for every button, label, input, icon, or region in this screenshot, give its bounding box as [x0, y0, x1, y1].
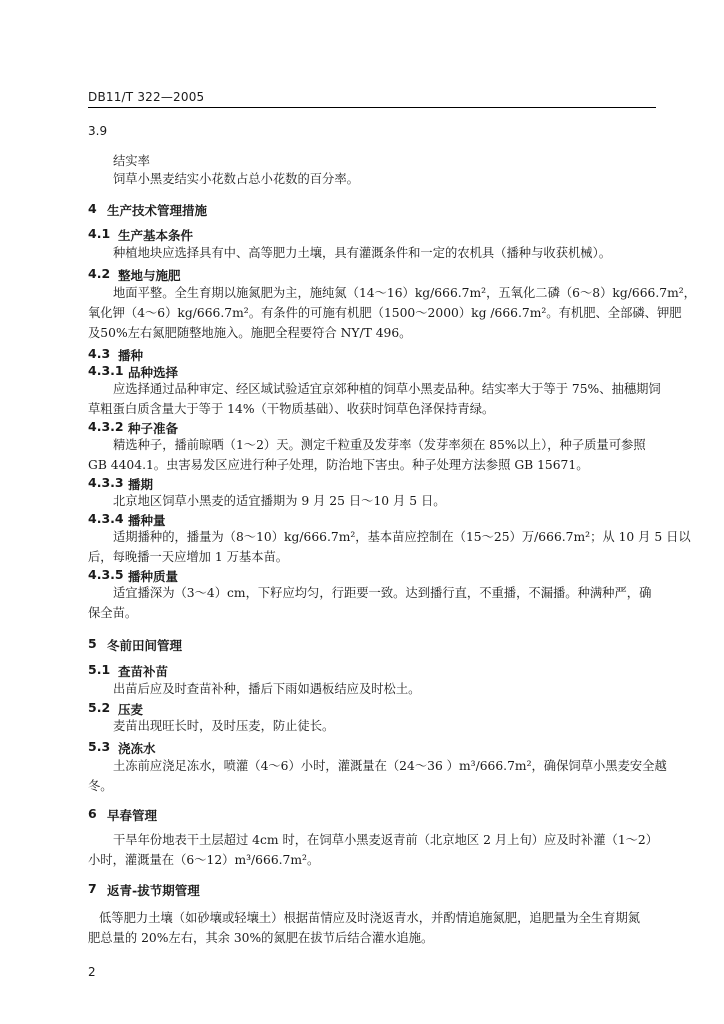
subsection-title: 播种量 — [128, 513, 166, 528]
chapter-number: 6 — [88, 806, 97, 821]
paragraph-line: 肥总量的 20%左右，其余 30%的氮肥在拔节后结合灌水追施。 — [88, 931, 434, 945]
paragraph-line: 适宜播深为（3～4）cm，下籽应均匀，行距要一致。达到播行直，不重播，不漏播。种满种严，确 — [113, 586, 652, 600]
paragraph-line: 干旱年份地表干土层超过 4cm 时，在饲草小黑麦返青前（北京地区 2 月上旬）应及时补灌（1～2） — [113, 833, 659, 847]
subsection-number: 4.3.4 — [88, 511, 124, 526]
term-definition: 饲草小黑麦结实小花数占总小花数的百分率。 — [113, 172, 359, 186]
paragraph-line: 保全苗。 — [88, 606, 138, 620]
section-number: 4.2 — [88, 266, 111, 281]
section-number: 4.1 — [88, 226, 111, 241]
subsection-number: 4.3.5 — [88, 567, 124, 582]
paragraph-line: 适期播种的，播量为（8～10）kg/666.7m²，基本苗应控制在（15～25）万/666.7m²；从 10 月 5 日以 — [113, 530, 691, 544]
section-title: 压麦 — [118, 702, 144, 717]
subsection-number: 4.3.2 — [88, 419, 124, 434]
paragraph-line: 北京地区饲草小黑麦的适宜播期为 9 月 25 日～10 月 5 日。 — [113, 494, 446, 508]
paragraph-line: 地面平整。全生育期以施氮肥为主，施纯氮（14～16）kg/666.7m²，五氧化二磷（6～8）kg/666.7m²， — [113, 286, 696, 300]
paragraph-line: 精选种子，播前晾晒（1～2）天。测定千粒重及发芽率（发芽率须在 85%以上），种子质量可参照 — [113, 438, 646, 452]
chapter-number: 5 — [88, 636, 97, 651]
paragraph-line: 草粗蛋白质含量大于等于 14%（干物质基础）、收获时饲草色泽保持青绿。 — [88, 402, 495, 416]
chapter-title: 生产技术管理措施 — [107, 203, 208, 218]
paragraph-line: 出苗后应及时查苗补种，播后下雨如遇板结应及时松土。 — [113, 682, 421, 696]
paragraph-line: 小时，灌溉量在（6～12）m³/666.7m²。 — [88, 853, 320, 867]
section-number: 5.3 — [88, 739, 111, 754]
section-title: 整地与施肥 — [118, 268, 181, 283]
standard-code: DB11/T 322—2005 — [88, 90, 205, 104]
paragraph-line: 及50%左右氮肥随整地施入。施肥全程要符合 NY/T 496。 — [88, 326, 412, 340]
term-title: 结实率 — [113, 154, 150, 168]
section-title: 查苗补苗 — [118, 664, 169, 679]
paragraph-line: GB 4404.1。虫害易发区应进行种子处理，防治地下害虫。种子处理方法参照 GB 15671。 — [88, 458, 589, 472]
chapter-title: 返青-拔节期管理 — [107, 883, 200, 898]
header-rule — [88, 107, 656, 108]
subsection-title: 播期 — [128, 477, 154, 492]
chapter-title: 冬前田间管理 — [107, 638, 183, 653]
paragraph-line: 应选择通过品种审定、经区域试验适宜京郊种植的饲草小黑麦品种。结实率大于等于 75%、抽穗期饲 — [113, 382, 661, 396]
chapter-number: 7 — [88, 881, 97, 896]
paragraph-line: 低等肥力土壤（如砂壤或轻壤土）根据苗情应及时浇返青水，并酌情追施氮肥，追肥量为全生育期氮 — [99, 911, 641, 925]
page-number: 2 — [88, 965, 96, 979]
paragraph-line: 种植地块应选择具有中、高等肥力土壤，具有灌溉条件和一定的农机具（播种与收获机械）。 — [113, 246, 612, 260]
paragraph-line: 麦苗出现旺长时，及时压麦，防止徒长。 — [113, 719, 335, 733]
section-title: 生产基本条件 — [118, 228, 194, 243]
chapter-number: 4 — [88, 201, 97, 216]
subsection-title: 品种选择 — [128, 365, 179, 380]
paragraph-line: 后，每晚播一天应增加 1 万基本苗。 — [88, 550, 289, 564]
section-number: 5.2 — [88, 700, 111, 715]
section-number: 4.3 — [88, 346, 111, 361]
chapter-title: 早春管理 — [107, 808, 158, 823]
paragraph-line: 冬。 — [88, 779, 113, 793]
paragraph-line: 土冻前应浇足冻水，喷灌（4～6）小时，灌溉量在（24～36 ）m³/666.7m²，确保饲草小黑麦安全越 — [113, 759, 667, 773]
subsection-title: 种子准备 — [128, 421, 179, 436]
subsection-number: 4.3.3 — [88, 475, 124, 490]
section-title: 播种 — [118, 348, 144, 363]
section-number: 5.1 — [88, 662, 111, 677]
paragraph-line: 氧化钾（4～6）kg/666.7m²。有条件的可施有机肥（1500～2000）kg /666.7m²。有机肥、全部磷、钾肥 — [88, 306, 682, 320]
subsection-number: 4.3.1 — [88, 363, 124, 378]
subsection-title: 播种质量 — [128, 569, 179, 584]
section-title: 浇冻水 — [118, 741, 156, 756]
section-number: 3.9 — [88, 124, 108, 138]
